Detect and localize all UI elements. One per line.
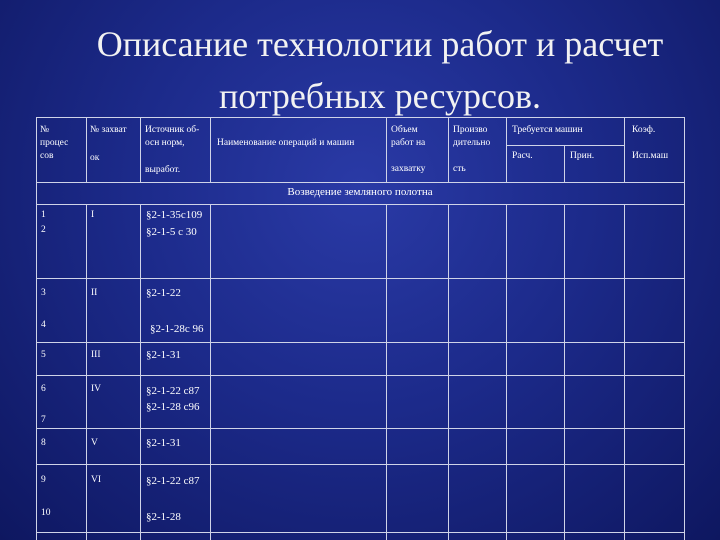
table-col-divider <box>448 117 449 182</box>
row1-grip: I <box>91 210 95 220</box>
row6-source-a: §2-1-22 с87 <box>146 475 200 487</box>
header-accepted: Прин. <box>570 151 595 161</box>
header-productivity-line2: дительно <box>453 138 491 148</box>
row2-source-a: §2-1-22 <box>146 287 181 299</box>
header-machines-required: Требуется машин <box>512 125 583 135</box>
header-volume-line3: захватку <box>391 164 426 174</box>
table-col-divider <box>386 117 387 182</box>
section-title: Возведение земляного полотна <box>287 186 433 198</box>
table-col-divider <box>624 204 625 540</box>
table-col-divider <box>86 117 87 182</box>
table-border-right <box>684 117 685 540</box>
table-row-divider <box>36 532 684 533</box>
header-calculated: Расч. <box>512 151 533 161</box>
header-productivity-line1: Произво <box>453 125 488 135</box>
header-operation-name: Наименование операций и машин <box>217 138 355 148</box>
row2-no-b: 4 <box>41 320 46 330</box>
row6-no-b: 10 <box>41 508 51 518</box>
header-coef-line1: Коэф. <box>632 125 656 135</box>
table-col-divider <box>624 117 625 182</box>
table-row-divider <box>36 428 684 429</box>
row1-no-a: 1 <box>41 210 46 220</box>
header-coef-line2: Исп.маш <box>632 151 669 161</box>
table-row-divider <box>36 464 684 465</box>
row5-no: 8 <box>41 438 46 448</box>
row4-source-a: §2-1-22 с87 <box>146 385 200 397</box>
table-col-divider <box>140 117 141 182</box>
header-source-line2: осн норм, <box>145 138 185 148</box>
header-grip-no-line1: № захват <box>90 125 127 135</box>
row6-source-b: §2-1-28 <box>146 511 181 523</box>
header-grip-no-line2: ок <box>90 153 100 163</box>
table-col-divider <box>448 204 449 540</box>
header-source-line3: выработ. <box>145 165 181 175</box>
table-col-divider <box>86 204 87 540</box>
row4-no-a: 6 <box>41 384 46 394</box>
table-col-divider <box>140 204 141 540</box>
row1-source-a: §2-1-35с109 <box>146 209 203 221</box>
table-row-divider <box>36 342 684 343</box>
header-volume-line2: работ на <box>391 138 426 148</box>
row6-no-a: 9 <box>41 475 46 485</box>
row3-grip: III <box>91 350 101 360</box>
table-section-bottom <box>36 204 684 205</box>
header-process-no-line2: процес <box>40 138 69 148</box>
row3-source: §2-1-31 <box>146 349 181 361</box>
row5-source: §2-1-31 <box>146 437 181 449</box>
table-col-divider <box>506 117 507 182</box>
row5-grip: V <box>91 438 98 448</box>
header-process-no-line1: № <box>40 125 50 135</box>
header-source-line1: Источник об- <box>145 125 200 135</box>
row2-source-b: §2-1-28с 96 <box>150 323 204 335</box>
table-header-subdivider <box>506 145 624 146</box>
header-productivity-line3: сть <box>453 164 466 174</box>
header-volume-line1: Объем <box>391 125 418 135</box>
header-process-no-line3: сов <box>40 151 54 161</box>
table-header-bottom <box>36 182 684 183</box>
row2-grip: II <box>91 288 98 298</box>
table-border-top <box>36 117 684 118</box>
row1-no-b: 2 <box>41 225 46 235</box>
table-col-divider <box>564 145 565 182</box>
row6-grip: VI <box>91 475 102 485</box>
table-col-divider <box>564 204 565 540</box>
row1-source-b: §2-1-5 с 30 <box>146 226 197 238</box>
row4-no-b: 7 <box>41 415 46 425</box>
table-row-divider <box>36 375 684 376</box>
table-col-divider <box>386 204 387 540</box>
row4-grip: IV <box>91 384 102 394</box>
table-border-left <box>36 117 37 540</box>
table-row-divider <box>36 278 684 279</box>
table-col-divider <box>210 117 211 182</box>
row4-source-b: §2-1-28 с96 <box>146 401 200 413</box>
table-col-divider <box>506 204 507 540</box>
header-process-no <box>40 124 68 163</box>
row3-no: 5 <box>41 350 46 360</box>
slide-title: Описание технологии работ и расчет потребных ресурсов. <box>96 24 664 116</box>
table-col-divider <box>210 204 211 540</box>
row2-no-a: 3 <box>41 288 46 298</box>
